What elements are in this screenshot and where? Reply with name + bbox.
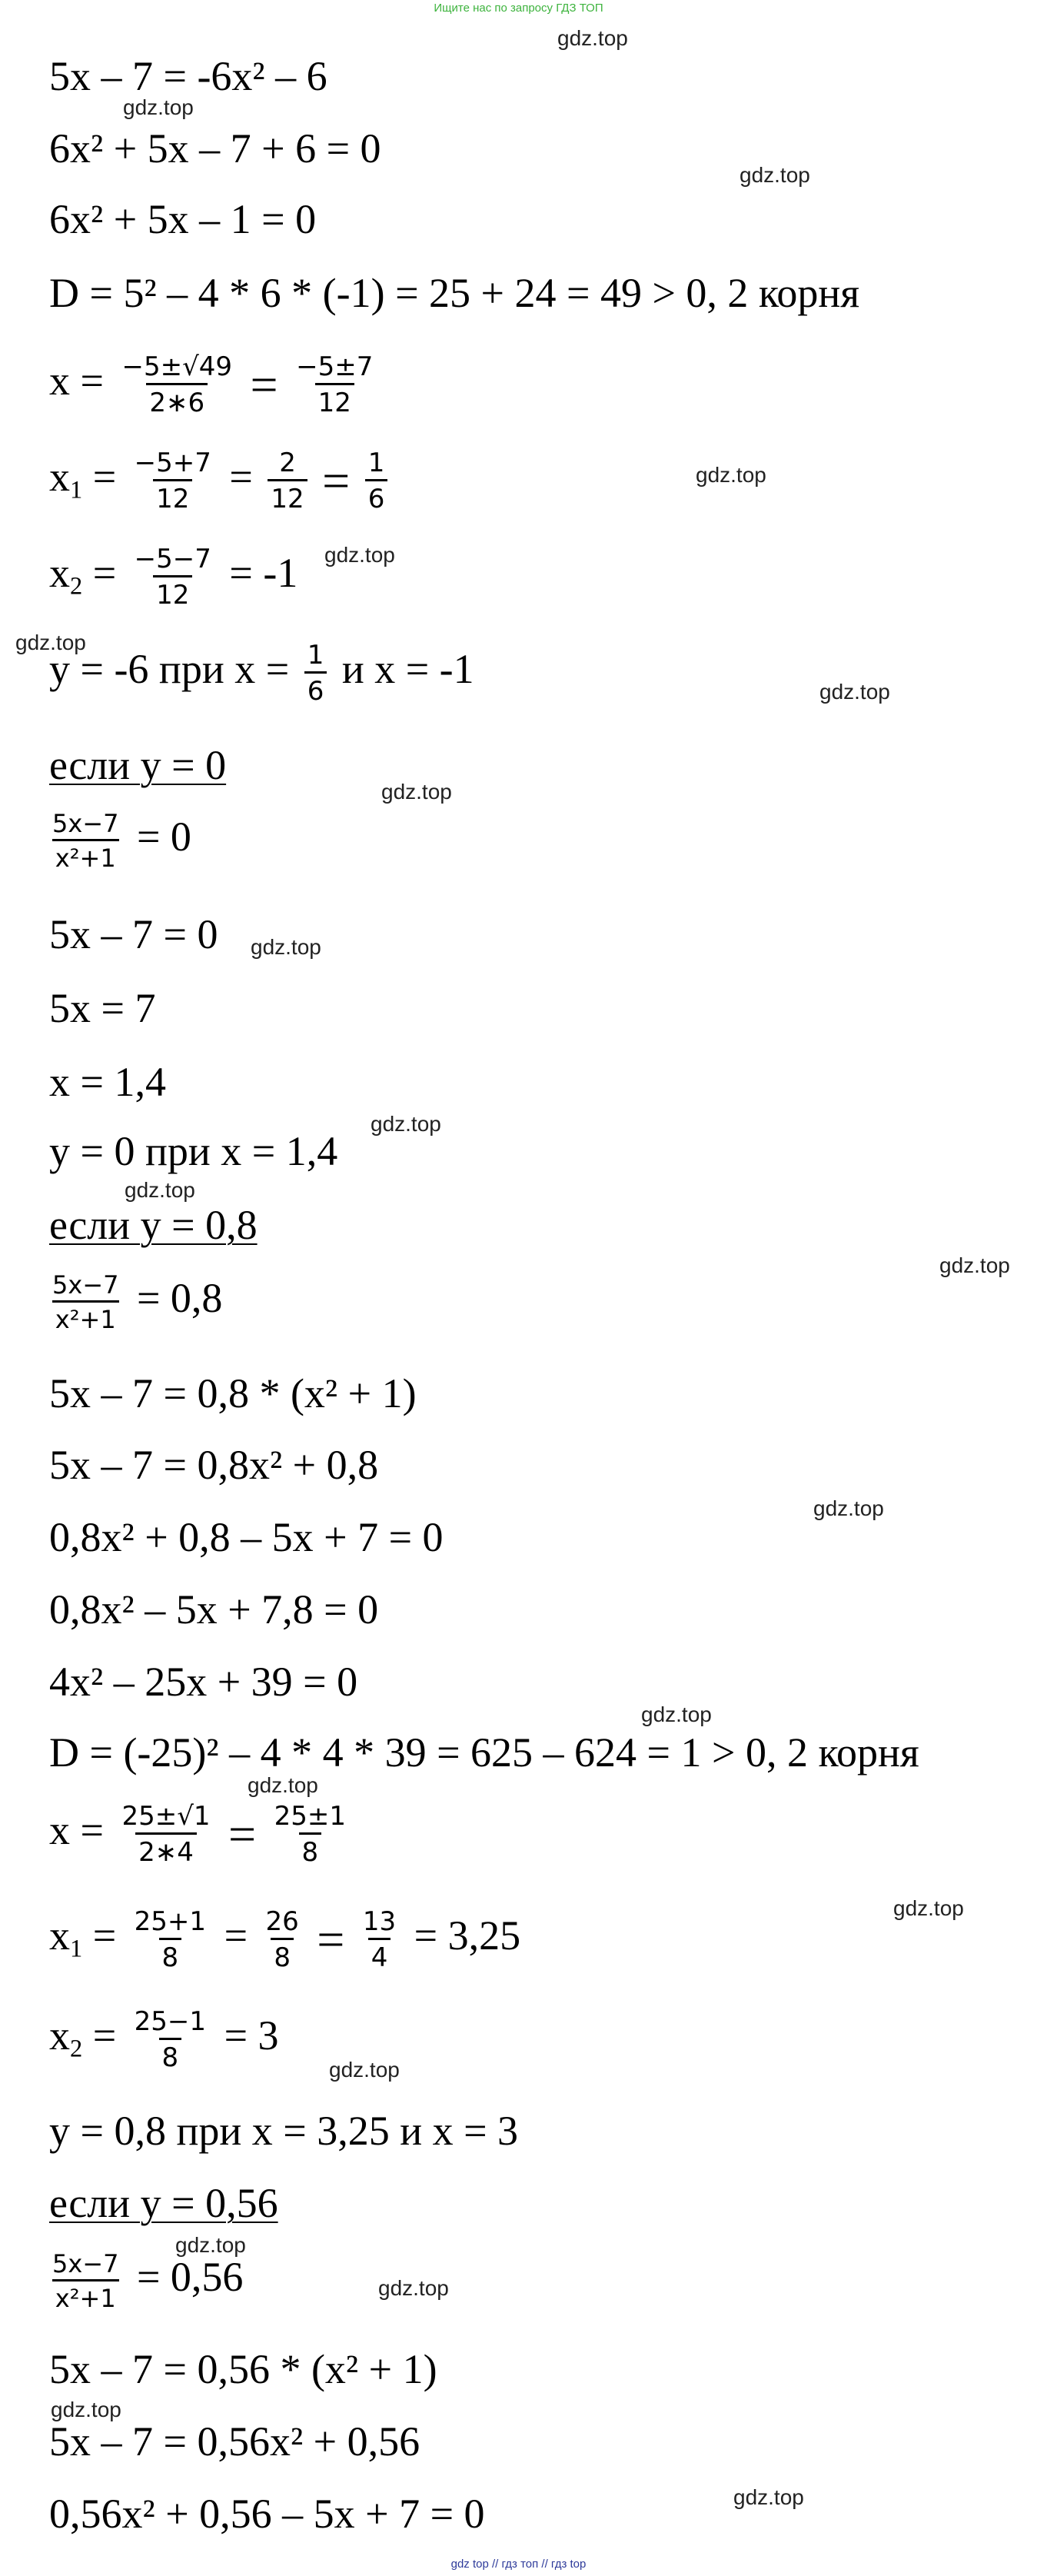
watermark-text: gdz.top bbox=[819, 680, 890, 704]
fraction bbox=[131, 1906, 209, 1973]
roots-formula-line bbox=[49, 1801, 354, 1868]
fraction-denominator: 8 bbox=[159, 2038, 182, 2071]
expr-text: x bbox=[49, 453, 70, 500]
root-x2-line bbox=[49, 544, 298, 611]
equation-line: 4x² – 25x + 39 = 0 bbox=[49, 1659, 358, 1705]
equation-line: 6x² + 5x – 1 = 0 bbox=[49, 196, 317, 242]
watermark-text: gdz.top bbox=[329, 2058, 400, 2082]
subscript: 2 bbox=[70, 572, 83, 601]
fraction-denominator: 8 bbox=[159, 1938, 182, 1971]
expr-text: x bbox=[49, 1912, 70, 1959]
equals-sign: = bbox=[322, 453, 351, 508]
fraction bbox=[293, 351, 376, 418]
fraction-numerator: 25±1 bbox=[274, 1801, 347, 1832]
fraction-numerator: −5±7 bbox=[296, 351, 374, 382]
subscript: 2 bbox=[70, 2035, 83, 2063]
equation-line: 5x – 7 = 0 bbox=[49, 911, 218, 957]
fraction bbox=[304, 640, 327, 707]
equation-line: 0,56x² + 0,56 – 5x + 7 = 0 bbox=[49, 2491, 485, 2537]
case-heading: если y = 0,56 bbox=[49, 2180, 278, 2226]
watermark-text: gdz.top bbox=[733, 2485, 804, 2509]
expr-text: = 0,56 bbox=[136, 2253, 244, 2300]
fraction-denominator: 6 bbox=[365, 479, 388, 512]
equals-sign: = bbox=[92, 2012, 117, 2058]
fraction-numerator: 25−1 bbox=[134, 2006, 207, 2037]
fraction bbox=[365, 450, 388, 512]
equation-line: 0,8x² – 5x + 7,8 = 0 bbox=[49, 1586, 379, 1632]
fraction-numerator: 5x−7 bbox=[52, 2249, 119, 2278]
top-banner: Ищите нас по запросу ГДЗ ТОП bbox=[434, 2, 603, 15]
root-x1-line bbox=[49, 450, 392, 512]
watermark-text: gdz.top bbox=[125, 1178, 195, 1202]
watermark-text: gdz.top bbox=[740, 163, 810, 187]
watermark-text: gdz.top bbox=[641, 1702, 712, 1726]
watermark-text: gdz.top bbox=[15, 631, 86, 654]
fraction-denominator: x²+1 bbox=[52, 2279, 119, 2311]
fraction-numerator: 1 bbox=[307, 640, 324, 671]
fraction-denominator: 8 bbox=[299, 1832, 322, 1865]
watermark-text: gdz.top bbox=[175, 2233, 246, 2257]
expr-text: x = bbox=[49, 357, 104, 404]
equals-sign: = bbox=[228, 1806, 257, 1862]
watermark-text: gdz.top bbox=[813, 1496, 884, 1520]
expr-text: = 3,25 bbox=[414, 1912, 521, 1959]
fraction-denominator: 12 bbox=[268, 479, 307, 512]
fraction-numerator: −5±√49 bbox=[121, 351, 233, 382]
fraction-numerator: 25+1 bbox=[134, 1906, 207, 1937]
fraction bbox=[271, 1801, 349, 1868]
equation-line: 5x – 7 = -6x² – 6 bbox=[49, 53, 327, 99]
equation-line: 5x – 7 = 0,8 * (x² + 1) bbox=[49, 1370, 417, 1416]
equation-line: 5x = 7 bbox=[49, 985, 156, 1031]
equation-line: 5x – 7 = 0,56 * (x² + 1) bbox=[49, 2346, 437, 2392]
expr-text: x bbox=[49, 2012, 70, 2058]
fraction-denominator: x²+1 bbox=[52, 1300, 119, 1332]
watermark-text: gdz.top bbox=[371, 1112, 441, 1136]
fraction bbox=[49, 2249, 121, 2313]
fraction-denominator: 2∗6 bbox=[146, 383, 208, 416]
expr-text: x bbox=[49, 549, 70, 596]
fraction-denominator: 6 bbox=[304, 671, 327, 704]
fraction bbox=[118, 351, 235, 418]
watermark-text: gdz.top bbox=[893, 1896, 964, 1920]
fraction-numerator: −5−7 bbox=[134, 544, 211, 574]
fraction bbox=[49, 1270, 121, 1334]
equation-line: x = 1,4 bbox=[49, 1059, 166, 1105]
fraction-denominator: 12 bbox=[153, 575, 192, 608]
watermark-text: gdz.top bbox=[378, 2276, 449, 2300]
fraction-numerator: 26 bbox=[265, 1906, 299, 1937]
bottom-banner: gdz top // гдз топ // гдз top bbox=[450, 2558, 587, 2571]
equation-line: 5x – 7 = 0,8x² + 0,8 bbox=[49, 1442, 379, 1488]
fraction-numerator: 13 bbox=[362, 1906, 397, 1937]
watermark-text: gdz.top bbox=[248, 1773, 318, 1797]
expr-text: x = bbox=[49, 1806, 104, 1853]
equals-sign: = bbox=[92, 549, 117, 596]
watermark-text: gdz.top bbox=[51, 2398, 121, 2421]
fraction-denominator: 2∗4 bbox=[135, 1832, 197, 1865]
equals-sign: = bbox=[224, 1912, 248, 1959]
watermark-text: gdz.top bbox=[557, 26, 628, 50]
fraction bbox=[131, 2006, 209, 2073]
discriminant-line: D = (-25)² – 4 * 4 * 39 = 625 – 624 = 1 > 0, 2 корня bbox=[49, 1729, 919, 1776]
watermark-text: gdz.top bbox=[696, 463, 766, 487]
watermark-text: gdz.top bbox=[251, 935, 321, 959]
fraction-numerator: 5x−7 bbox=[52, 1270, 119, 1300]
watermark-text: gdz.top bbox=[123, 95, 194, 119]
case-heading: если y = 0 bbox=[49, 742, 227, 788]
equals-sign: = bbox=[92, 453, 117, 500]
equation-line: 6x² + 5x – 7 + 6 = 0 bbox=[49, 125, 381, 171]
equation-line bbox=[49, 1270, 223, 1334]
fraction-denominator: x²+1 bbox=[52, 839, 119, 870]
expr-text: = -1 bbox=[229, 549, 298, 596]
conclusion-line bbox=[49, 640, 474, 707]
expr-text: и x = -1 bbox=[341, 645, 474, 692]
roots-formula-line bbox=[49, 351, 381, 418]
fraction bbox=[118, 1801, 213, 1868]
watermark-text: gdz.top bbox=[381, 780, 452, 804]
equation-line bbox=[49, 2249, 244, 2313]
watermark-text: gdz.top bbox=[939, 1253, 1010, 1277]
fraction-denominator: 12 bbox=[315, 383, 354, 416]
fraction bbox=[131, 450, 214, 512]
equals-sign: = bbox=[317, 1912, 345, 1967]
fraction-denominator: 4 bbox=[368, 1938, 391, 1971]
fraction-numerator: 2 bbox=[279, 448, 296, 478]
fraction bbox=[49, 809, 121, 873]
fraction bbox=[263, 1906, 302, 1973]
fraction-numerator: 5x−7 bbox=[52, 809, 119, 838]
equals-sign: = bbox=[250, 357, 278, 412]
expr-text: = 0 bbox=[136, 813, 191, 860]
watermark-text: gdz.top bbox=[324, 543, 395, 567]
root-x2-line bbox=[49, 2006, 279, 2073]
case-heading: если y = 0,8 bbox=[49, 1202, 258, 1248]
fraction-numerator: −5+7 bbox=[134, 448, 211, 478]
equals-sign: = bbox=[229, 453, 253, 500]
equation-line: 5x – 7 = 0,56x² + 0,56 bbox=[49, 2418, 420, 2465]
equals-sign: = bbox=[92, 1912, 117, 1959]
fraction bbox=[131, 544, 214, 611]
fraction bbox=[268, 450, 307, 512]
fraction-numerator: 1 bbox=[367, 448, 385, 478]
fraction-denominator: 12 bbox=[153, 479, 192, 512]
subscript: 1 bbox=[70, 476, 83, 504]
equation-line bbox=[49, 809, 191, 873]
conclusion-line: y = 0,8 при x = 3,25 и x = 3 bbox=[49, 2108, 519, 2154]
fraction bbox=[360, 1906, 399, 1973]
expr-text: = 0,8 bbox=[136, 1274, 223, 1321]
fraction-denominator: 8 bbox=[271, 1938, 294, 1971]
expr-text: = 3 bbox=[224, 2012, 279, 2058]
equation-line: 0,8x² + 0,8 – 5x + 7 = 0 bbox=[49, 1514, 444, 1560]
fraction-numerator: 25±√1 bbox=[121, 1801, 211, 1832]
discriminant-line: D = 5² – 4 * 6 * (-1) = 25 + 24 = 49 > 0, 2 корня bbox=[49, 270, 860, 316]
conclusion-line: y = 0 при x = 1,4 bbox=[49, 1128, 338, 1174]
root-x1-line bbox=[49, 1906, 521, 1973]
subscript: 1 bbox=[70, 1935, 83, 1963]
expr-text: y = -6 при x = bbox=[49, 645, 290, 692]
